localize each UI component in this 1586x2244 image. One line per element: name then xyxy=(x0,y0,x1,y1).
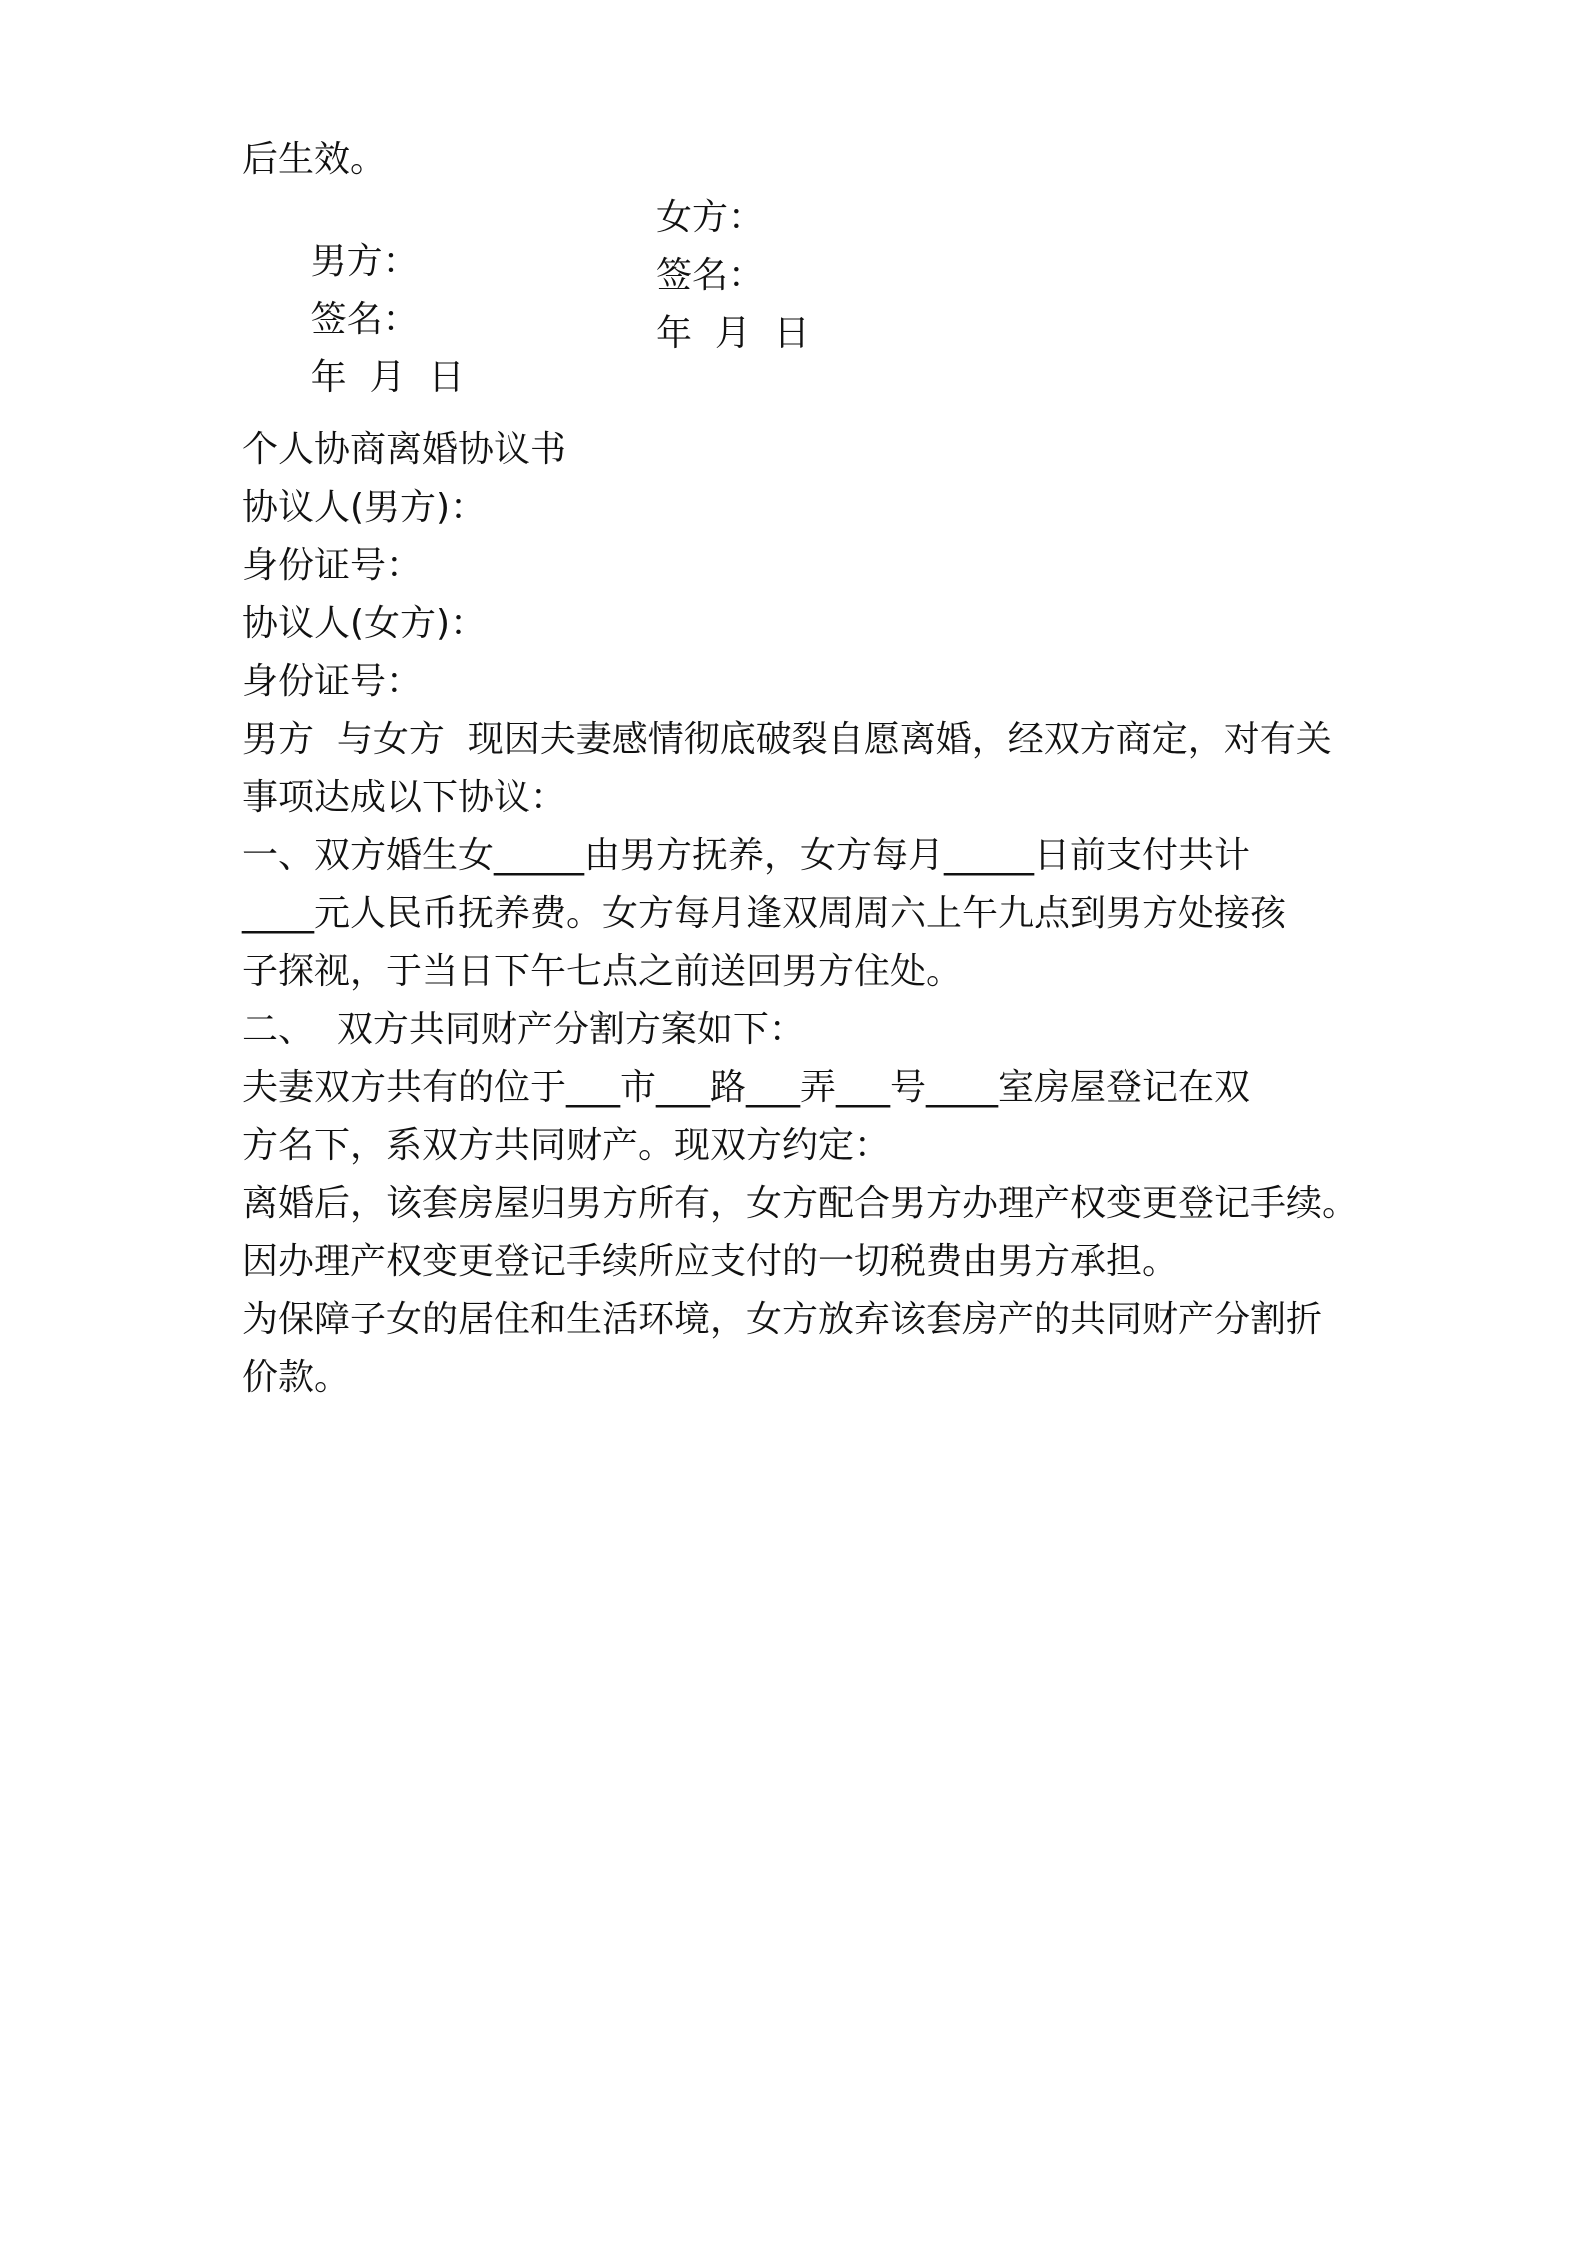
body-line: 夫妻双方共有的位于___市___路___弄___号____室房屋登记在双 xyxy=(242,1067,1251,1108)
female-party-label: 女方： xyxy=(656,197,765,238)
body-line: 价款。 xyxy=(242,1357,351,1398)
id-female-line: 身份证号： xyxy=(242,661,423,702)
female-signature-label: 签名： xyxy=(656,255,765,296)
party-female-line: 协议人(女方)： xyxy=(242,603,487,644)
body-line: 因办理产权变更登记手续所应支付的一切税费由男方承担。 xyxy=(242,1241,1179,1282)
body-line: ____元人民币抚养费。女方每月逢双周周六上午九点到男方处接孩 xyxy=(242,893,1287,934)
male-signature-label: 签名： xyxy=(310,299,419,340)
body-line: 为保障子女的居住和生活环境，女方放弃该套房产的共同财产分割折 xyxy=(242,1299,1323,1340)
document-title: 个人协商离婚协议书 xyxy=(242,429,567,470)
continuation-text: 后生效。 xyxy=(242,139,387,180)
body-line: 离婚后，该套房屋归男方所有，女方配合男方办理产权变更登记手续。 xyxy=(242,1183,1359,1224)
body-line: 事项达成以下协议： xyxy=(242,777,567,818)
body-line: 二、 双方共同财产分割方案如下： xyxy=(242,1009,805,1050)
body-line: 子探视，于当日下午七点之前送回男方住处。 xyxy=(242,951,963,992)
body-line: 一、双方婚生女_____由男方抚养，女方每月_____日前支付共计 xyxy=(242,835,1251,876)
body-line: 方名下，系双方共同财产。现双方约定： xyxy=(242,1125,891,1166)
female-date-label: 年 月 日 xyxy=(656,313,810,354)
id-male-line: 身份证号： xyxy=(242,545,423,586)
party-male-line: 协议人(男方)： xyxy=(242,487,487,528)
male-date-label: 年 月 日 xyxy=(310,357,465,398)
male-party-label: 男方： xyxy=(310,241,419,282)
body-line: 男方 与女方 现因夫妻感情彻底破裂自愿离婚，经双方商定，对有关 xyxy=(242,719,1332,760)
